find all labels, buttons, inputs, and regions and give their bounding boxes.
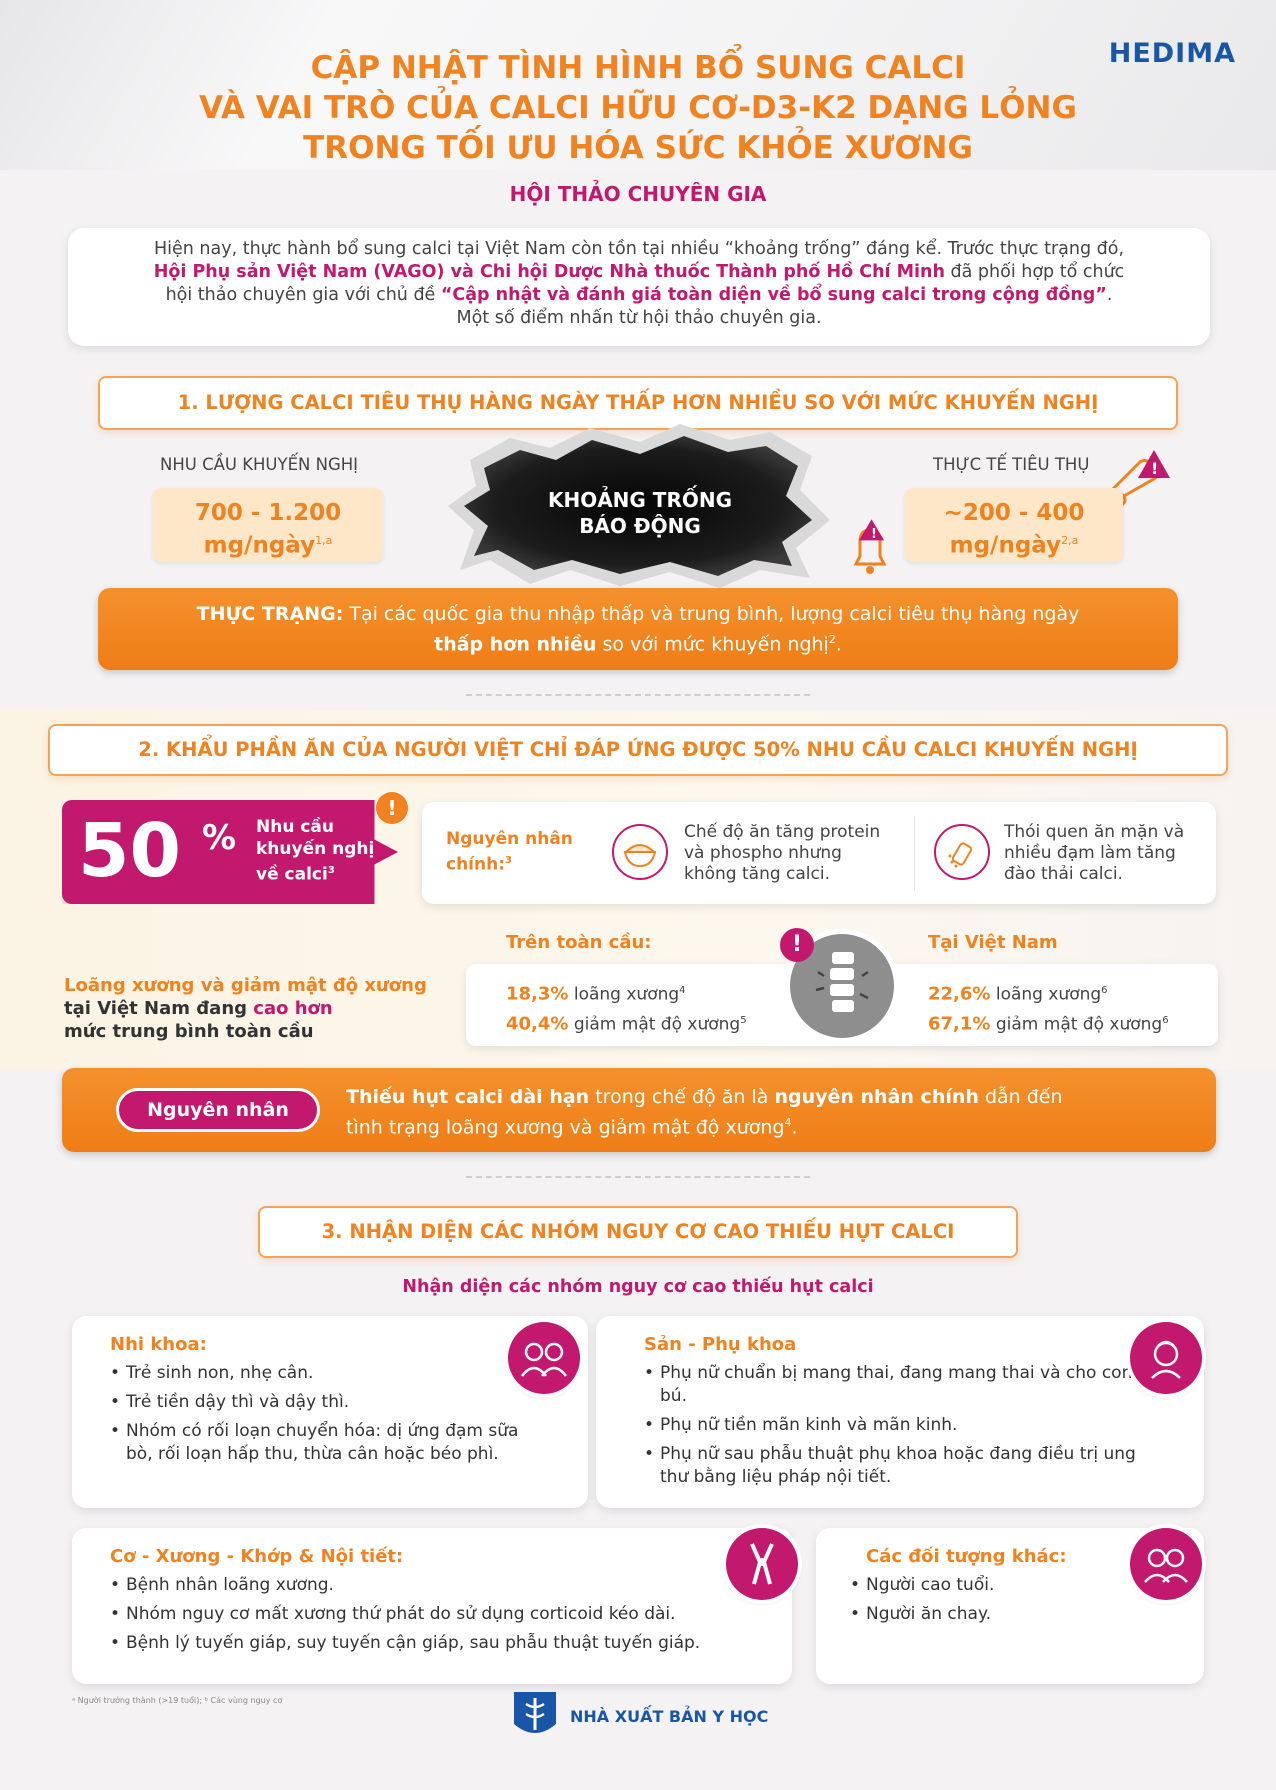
intro-text: hội thảo chuyên gia với chủ đề bbox=[165, 285, 441, 305]
causes-label bbox=[446, 828, 573, 876]
knee-joint-icon bbox=[726, 1528, 798, 1600]
cause-text: trong chế độ ăn là bbox=[589, 1086, 775, 1108]
recommended-label: NHU CẦU KHUYẾN NGHỊ bbox=[160, 455, 358, 474]
status-banner bbox=[98, 588, 1178, 670]
status-text: . bbox=[835, 633, 842, 656]
stat-value: 40,4% bbox=[506, 1013, 569, 1035]
comparison-highlight: cao hơn bbox=[253, 998, 333, 1019]
actual-amount bbox=[905, 488, 1123, 562]
unit-text: mg/ngày bbox=[949, 532, 1062, 559]
cause-line bbox=[346, 1110, 1063, 1140]
page-title bbox=[120, 48, 1156, 168]
gap-line: KHOẢNG TRỐNG bbox=[547, 488, 733, 512]
recommended-amount bbox=[153, 488, 383, 562]
group-list bbox=[110, 1362, 540, 1472]
stat-row bbox=[506, 1008, 747, 1038]
stat-value: 67,1% bbox=[928, 1013, 991, 1035]
publisher-logo-icon bbox=[512, 1690, 558, 1742]
section1-heading: 1. LƯỢNG CALCI TIÊU THỤ HÀNG NGÀY THẤP HƠN NHIỀU SO VỚI MỨC KHUYẾN NGHỊ bbox=[98, 376, 1178, 430]
comparison-line bbox=[64, 997, 427, 1020]
section3-subtitle: Nhận diện các nhóm nguy cơ cao thiếu hụt calci bbox=[402, 1277, 874, 1297]
vietnam-title: Tại Việt Nam bbox=[928, 932, 1058, 953]
causes-line bbox=[446, 850, 573, 876]
section2-heading: 2. KHẨU PHẦN ĂN CỦA NGƯỜI VIỆT CHỈ ĐÁP ỨNG ĐƯỢC 50% NHU CẦU CALCI KHUYẾN NGHỊ bbox=[48, 724, 1228, 776]
amount-unit bbox=[905, 527, 1123, 560]
group-list bbox=[850, 1574, 1130, 1632]
status-text: Tại các quốc gia thu nhập thấp và trung bình, lượng calci tiêu thụ hàng ngày bbox=[343, 603, 1080, 625]
title-line: CẬP NHẬT TÌNH HÌNH BỔ SUNG CALCI bbox=[310, 50, 966, 86]
cause-text: Thói quen ăn mặn và nhiều đạm làm tăng đào thải calci. bbox=[1004, 822, 1185, 884]
comparison-line: Loãng xương và giảm mật độ xương bbox=[64, 975, 427, 996]
warning-icon: ! bbox=[780, 928, 814, 962]
group-list bbox=[644, 1362, 1164, 1495]
comparison-text: tại Việt Nam đang bbox=[64, 998, 254, 1019]
percent-sign: % bbox=[202, 818, 237, 858]
cause-text: Chế độ ăn tăng protein và phospho nhưng không tăng calci. bbox=[684, 822, 881, 884]
amount-value: 700 - 1.200 bbox=[194, 500, 342, 526]
status-text: so với mức khuyến nghị bbox=[596, 633, 829, 656]
list-item: • Nhóm nguy cơ mất xương thứ phát do sử dụng corticoid kéo dài. bbox=[110, 1603, 750, 1626]
footnote: ᵃ Người trưởng thành (>19 tuổi); ᵇ Các vùng nguy cơ bbox=[72, 1696, 283, 1705]
global-title: Trên toàn cầu: bbox=[506, 932, 652, 953]
need-text: về calci bbox=[256, 864, 328, 885]
amount-value: ~200 - 400 bbox=[943, 500, 1085, 526]
ref-sup: 3 bbox=[505, 855, 512, 866]
publisher-name: NHÀ XUẤT BẢN Y HỌC bbox=[570, 1706, 769, 1726]
list-item: • Phụ nữ sau phẫu thuật phụ khoa hoặc đang điều trị ung thư bằng liệu pháp nội tiết. bbox=[644, 1443, 1164, 1489]
need-line: khuyến nghị bbox=[256, 839, 375, 859]
group-list bbox=[110, 1574, 750, 1661]
title-line: TRONG TỐI ƯU HÓA SỨC KHỎE XƯƠNG bbox=[303, 130, 973, 166]
children-icon bbox=[508, 1322, 580, 1394]
alarm-bell-icon bbox=[846, 518, 894, 578]
salt-shaker-icon bbox=[934, 824, 990, 880]
intro-organizers: Hội Phụ sản Việt Nam (VAGO) và Chi hội Dược Nhà thuốc Thành phố Hồ Chí Minh bbox=[153, 262, 945, 282]
status-label: THỰC TRẠNG: bbox=[196, 603, 344, 625]
cause-badge: Nguyên nhân bbox=[116, 1088, 320, 1132]
group-title: Cơ - Xương - Khớp & Nội tiết: bbox=[110, 1546, 404, 1567]
actual-label: THỰC TẾ TIÊU THỤ bbox=[933, 455, 1090, 474]
divider bbox=[466, 1176, 810, 1178]
ref-sup: 2,a bbox=[1061, 534, 1079, 547]
vietnam-stats bbox=[928, 978, 1169, 1037]
osteoporosis-comparison bbox=[64, 974, 427, 1043]
list-item: • Nhóm có rối loạn chuyển hóa: dị ứng đạm sữa bò, rối loạn hấp thu, thừa cân hoặc béo phì. bbox=[110, 1420, 540, 1466]
cause-text: dẫn đến bbox=[978, 1086, 1063, 1108]
woman-icon bbox=[1130, 1322, 1202, 1394]
group-card-musculoskeletal bbox=[72, 1528, 792, 1684]
gap-line: BÁO ĐỘNG bbox=[579, 514, 701, 538]
stat-label: loãng xương bbox=[573, 984, 680, 1005]
svg-text:!: ! bbox=[871, 527, 877, 542]
divider bbox=[914, 816, 915, 890]
global-stats bbox=[506, 978, 747, 1037]
stat-row bbox=[928, 1008, 1169, 1038]
list-item: • Bệnh lý tuyến giáp, suy tuyến cận giáp, sau phẫu thuật tuyến giáp. bbox=[110, 1632, 750, 1655]
stat-label: giảm mật độ xương bbox=[995, 1014, 1163, 1035]
cause-text: . bbox=[791, 1116, 798, 1139]
comparison-line: mức trung bình toàn cầu bbox=[64, 1021, 314, 1042]
intro-text: . bbox=[1106, 285, 1113, 305]
cause-bold: nguyên nhân chính bbox=[774, 1086, 979, 1108]
gap-alert-text bbox=[500, 487, 780, 539]
status-bold: thấp hơn nhiều bbox=[434, 633, 597, 656]
stat-label: giảm mật độ xương bbox=[573, 1014, 741, 1035]
cause-text: tình trạng loãng xương và giảm mật độ xương bbox=[346, 1116, 785, 1139]
fifty-value: 50 bbox=[78, 808, 181, 894]
stat-label: loãng xương bbox=[995, 984, 1102, 1005]
page-subtitle: HỘI THẢO CHUYÊN GIA bbox=[509, 182, 767, 206]
ref-sup: 3 bbox=[327, 865, 335, 876]
intro-topic: “Cập nhật và đánh giá toàn diện về bổ sung calci trong cộng đồng” bbox=[440, 285, 1107, 305]
svg-text:!: ! bbox=[1151, 459, 1159, 478]
group-card-obstetrics bbox=[596, 1316, 1204, 1508]
list-item: • Trẻ sinh non, nhẹ cân. bbox=[110, 1362, 540, 1385]
ref-sup: 2 bbox=[828, 633, 836, 646]
ref-sup: 1,a bbox=[315, 534, 333, 547]
cause-line bbox=[346, 1084, 1063, 1110]
section3-heading: 3. NHẬN DIỆN CÁC NHÓM NGUY CƠ CAO THIẾU HỤT CALCI bbox=[258, 1206, 1018, 1258]
ref-sup: 4 bbox=[679, 985, 686, 996]
list-item: • Phụ nữ tiền mãn kinh và mãn kinh. bbox=[644, 1414, 1164, 1437]
rice-bowl-icon bbox=[612, 824, 668, 880]
ref-sup: 5 bbox=[740, 1014, 747, 1026]
intro-text: Hiện nay, thực hành bổ sung calci tại Việt Nam còn tồn tại nhiều “khoảng trống” đáng kể. Trước thực trạng đó, bbox=[153, 239, 1125, 259]
title-line: VÀ VAI TRÒ CỦA CALCI HỮU CƠ-D3-K2 DẠNG LỎNG bbox=[199, 90, 1077, 126]
intro-card bbox=[68, 228, 1210, 346]
stat-value: 22,6% bbox=[928, 983, 991, 1005]
list-item: • Người ăn chay. bbox=[850, 1603, 1130, 1626]
cause-bold: Thiếu hụt calci dài hạn bbox=[346, 1086, 590, 1108]
publisher bbox=[512, 1690, 768, 1742]
unit-text: mg/ngày bbox=[203, 532, 316, 559]
list-item: • Phụ nữ chuẩn bị mang thai, đang mang thai và cho con bú. bbox=[644, 1362, 1164, 1408]
amount-unit bbox=[153, 527, 383, 560]
brand-logo: HEDIMA bbox=[1108, 38, 1236, 69]
cause-statement bbox=[346, 1084, 1063, 1140]
ref-sup: 6 bbox=[1162, 1014, 1169, 1026]
ref-sup: 4 bbox=[784, 1116, 792, 1129]
group-title: Nhi khoa: bbox=[110, 1334, 207, 1355]
stat-row bbox=[506, 978, 747, 1008]
need-line: Nhu cầu bbox=[256, 817, 335, 837]
group-title: Sản - Phụ khoa bbox=[644, 1334, 797, 1355]
causes-line: Nguyên nhân bbox=[446, 829, 573, 849]
main-causes-card bbox=[422, 802, 1216, 904]
list-item: • Người cao tuổi. bbox=[850, 1574, 1130, 1597]
intro-text: đã phối hợp tổ chức bbox=[944, 262, 1125, 282]
ref-sup: 6 bbox=[1101, 985, 1108, 996]
elderly-couple-icon bbox=[1130, 1528, 1202, 1600]
list-item: • Trẻ tiền dậy thì và dậy thì. bbox=[110, 1391, 540, 1414]
warning-icon: ! bbox=[376, 792, 408, 824]
stat-value: 18,3% bbox=[506, 983, 569, 1005]
intro-text: Một số điểm nhấn từ hội thảo chuyên gia. bbox=[456, 308, 822, 328]
list-item: • Bệnh nhân loãng xương. bbox=[110, 1574, 750, 1597]
stat-row bbox=[928, 978, 1169, 1008]
need-label bbox=[256, 816, 374, 886]
divider bbox=[466, 694, 810, 696]
need-line bbox=[256, 860, 374, 886]
group-title: Các đối tượng khác: bbox=[866, 1546, 1067, 1567]
causes-text: chính: bbox=[446, 854, 506, 875]
